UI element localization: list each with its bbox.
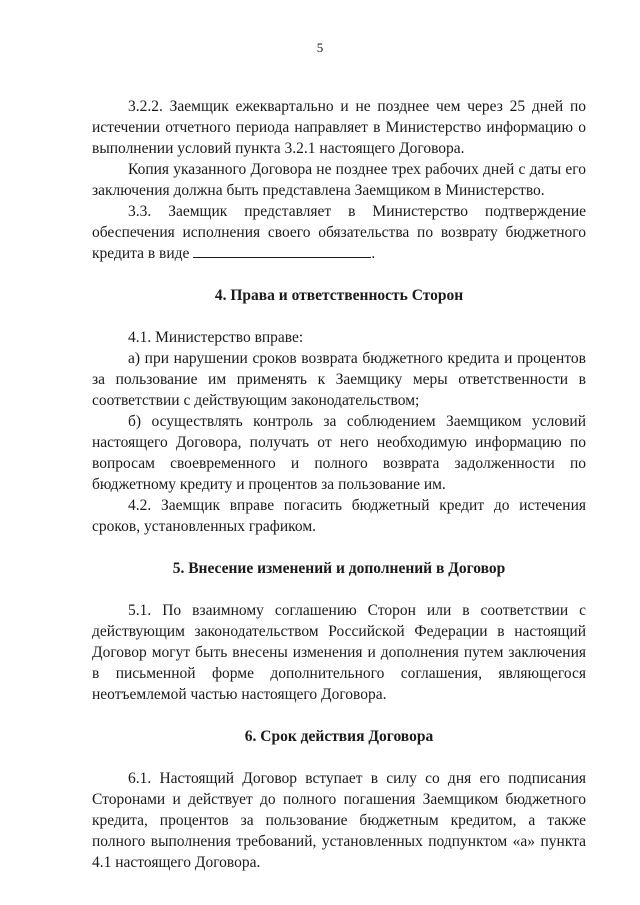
page-number: 5 (316, 40, 324, 55)
document-body (92, 96, 586, 873)
paragraph-6-1: 6.1. Настоящий Договор вступает в силу со дня его подписания Сторонами и действует до полного погашения Заемщиком бюджетного кредита, процентов за пользование бюджетным кредитом, а также полного выполнения требований, установленных подпунктом «а» пункта 4.1 настоящего Договора. (92, 770, 586, 871)
paragraph-3-3-end: . (371, 245, 376, 262)
paragraph-4-1-b: б) осуществлять контроль за соблюдением Заемщиком условий настоящего Договора, получать от него необходимую информацию по вопросам своевременного и полного возврата задолженности по бюджетному кредиту и процентов за пользование им. (92, 413, 586, 493)
paragraph-3-3-text: 3.3. Заемщик представляет в Министерство подтверждение обеспечения исполнения своего обязательства по возврату бюджетного кредита в виде (92, 203, 586, 262)
paragraph-5-1: 5.1. По взаимному соглашению Сторон или в соответствии с действующим законодательством Российской Федерации в настоящий Договор могут быть внесены изменения и дополнения путем заключения в письменной форме дополнительного соглашения, являющегося неотъемлемой частью настоящего Договора. (92, 602, 586, 703)
paragraph-copy: Копия указанного Договора не позднее трех рабочих дней с даты его заключения должна быть представлена Заемщиком в Министерство. (92, 161, 586, 199)
section-4-heading: 4. Права и ответственность Сторон (214, 287, 464, 304)
section-5-heading: 5. Внесение изменений и дополнений в Договор (172, 560, 506, 577)
section-6-heading: 6. Срок действия Договора (244, 728, 434, 745)
paragraph-4-2: 4.2. Заемщик вправе погасить бюджетный кредит до истечения сроков, установленных графиком. (92, 497, 586, 535)
blank-fill-line (193, 243, 371, 258)
paragraph-3-3 (92, 201, 586, 264)
paragraph-4-1-a: а) при нарушении сроков возврата бюджетного кредита и процентов за пользование им применять к Заемщику меры ответственности в соответствии с действующим законодательством; (92, 350, 586, 409)
paragraph-4-1: 4.1. Министерство вправе: (128, 329, 304, 346)
paragraph-3-2-2: 3.2.2. Заемщик ежеквартально и не позднее чем через 25 дней по истечении отчетного периода направляет в Министерство информацию о выполнении условий пункта 3.2.1 настоящего Договора. (92, 98, 586, 157)
